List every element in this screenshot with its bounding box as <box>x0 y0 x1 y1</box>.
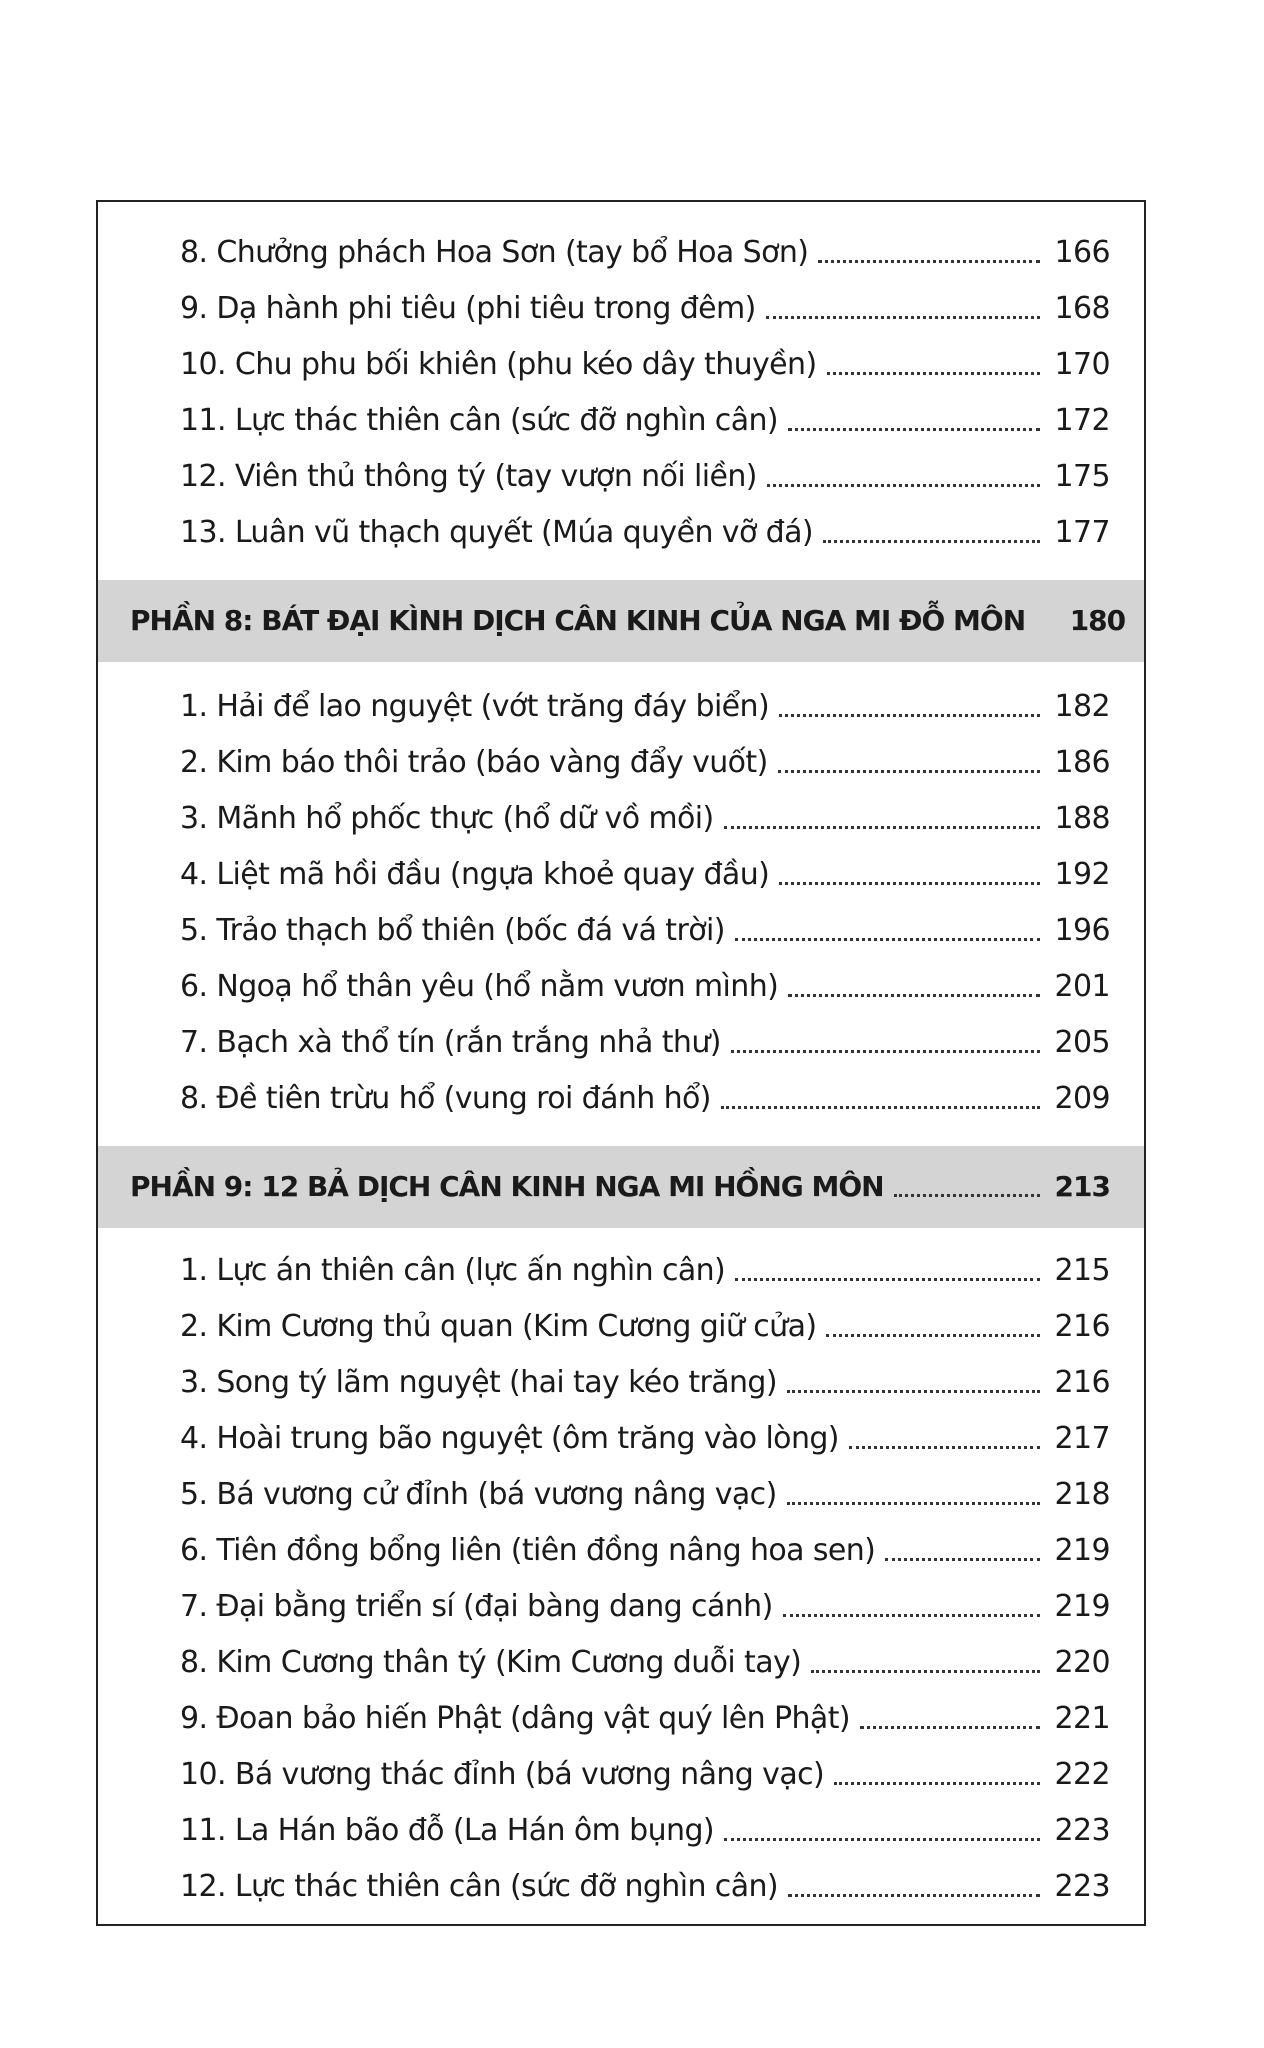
section-title-row <box>130 1162 1110 1212</box>
toc-entry[interactable] <box>180 1018 1110 1068</box>
toc-entry-page: 215 <box>1054 1253 1110 1288</box>
dot-leader <box>721 1106 1040 1109</box>
toc-entry-label: 8. Đề tiên trừu hổ (vung roi đánh hổ) <box>180 1081 711 1116</box>
toc-entry-page: 220 <box>1054 1645 1110 1680</box>
toc-entry-label: 8. Chưởng phách Hoa Sơn (tay bổ Hoa Sơn) <box>180 235 809 270</box>
toc-entry-page: 196 <box>1054 913 1110 948</box>
dot-leader <box>834 1782 1040 1785</box>
dot-leader <box>778 770 1040 773</box>
toc-entry[interactable] <box>180 284 1110 334</box>
toc-entry-page: 205 <box>1054 1025 1110 1060</box>
toc-entry[interactable] <box>180 906 1110 956</box>
toc-entry[interactable] <box>180 1358 1110 1408</box>
toc-entry-label: 7. Bạch xà thổ tín (rắn trắng nhả thư) <box>180 1025 721 1060</box>
toc-entry[interactable] <box>180 1862 1110 1912</box>
dot-leader <box>849 1446 1040 1449</box>
toc-entry-label: 5. Trảo thạch bổ thiên (bốc đá vá trời) <box>180 913 725 948</box>
toc-entry-page: 170 <box>1054 347 1110 382</box>
toc-entry-page: 219 <box>1054 1589 1110 1624</box>
toc-entry-label: 10. Bá vương thác đỉnh (bá vương nâng vạc) <box>180 1757 825 1792</box>
toc-entry-page: 219 <box>1054 1533 1110 1568</box>
dot-leader <box>788 1894 1040 1897</box>
toc-entry[interactable] <box>180 1414 1110 1464</box>
dot-leader <box>885 1558 1040 1561</box>
toc-entry[interactable] <box>180 850 1110 900</box>
toc-entry-page: 175 <box>1054 459 1110 494</box>
section-title: PHẦN 9: 12 BẢ DỊCH CÂN KINH NGA MI HỒNG MÔN <box>130 1170 884 1203</box>
toc-entry-label: 7. Đại bằng triển sí (đại bàng dang cánh) <box>180 1589 773 1624</box>
toc-entry[interactable] <box>180 962 1110 1012</box>
toc-entry-page: 216 <box>1054 1365 1110 1400</box>
dot-leader <box>766 316 1040 319</box>
dot-leader <box>1035 628 1055 631</box>
toc-entry-label: 1. Hải để lao nguyệt (vớt trăng đáy biển) <box>180 689 770 724</box>
toc-entry-page: 223 <box>1054 1813 1110 1848</box>
dot-leader <box>779 882 1040 885</box>
section-title: PHẦN 8: BÁT ĐẠI KÌNH DỊCH CÂN KINH CỦA NGA MI ĐỖ MÔN <box>130 604 1026 637</box>
table-of-contents <box>96 200 1146 1926</box>
toc-entry[interactable] <box>180 1694 1110 1744</box>
toc-entry[interactable] <box>180 1302 1110 1352</box>
toc-entry[interactable] <box>180 1638 1110 1688</box>
toc-entry-label: 2. Kim báo thôi trảo (báo vàng đẩy vuốt) <box>180 745 768 780</box>
toc-entry-page: 218 <box>1054 1477 1110 1512</box>
dot-leader <box>827 372 1040 375</box>
toc-entry-label: 4. Liệt mã hồi đầu (ngựa khoẻ quay đầu) <box>180 857 770 892</box>
toc-entry-label: 10. Chu phu bối khiên (phu kéo dây thuyền) <box>180 347 817 382</box>
toc-entry[interactable] <box>180 508 1110 558</box>
toc-entry[interactable] <box>180 1470 1110 1520</box>
toc-entry-label: 8. Kim Cương thân tý (Kim Cương duỗi tay) <box>180 1645 802 1680</box>
toc-entry-page: 166 <box>1054 235 1110 270</box>
toc-entry-page: 201 <box>1054 969 1110 1004</box>
dot-leader <box>724 1838 1040 1841</box>
toc-entry-label: 2. Kim Cương thủ quan (Kim Cương giữ cửa) <box>180 1309 817 1344</box>
toc-entry-label: 13. Luân vũ thạch quyết (Múa quyền vỡ đá) <box>180 515 813 550</box>
toc-entry-label: 9. Dạ hành phi tiêu (phi tiêu trong đêm) <box>180 291 756 326</box>
toc-entry[interactable] <box>180 1582 1110 1632</box>
toc-entry[interactable] <box>180 1074 1110 1124</box>
section-page: 213 <box>1054 1170 1110 1203</box>
toc-entry-page: 209 <box>1054 1081 1110 1116</box>
toc-entry[interactable] <box>180 794 1110 844</box>
toc-entry-page: 223 <box>1054 1869 1110 1904</box>
toc-entry-page: 192 <box>1054 857 1110 892</box>
dot-leader <box>826 1334 1040 1337</box>
dot-leader <box>787 1390 1040 1393</box>
toc-entry-page: 217 <box>1054 1421 1110 1456</box>
toc-entry[interactable] <box>180 1246 1110 1296</box>
toc-entry-label: 12. Lực thác thiên cân (sức đỡ nghìn cân) <box>180 1869 779 1904</box>
toc-entry[interactable] <box>180 738 1110 788</box>
toc-entry[interactable] <box>180 228 1110 278</box>
toc-entry-page: 168 <box>1054 291 1110 326</box>
section-header-part-8[interactable] <box>98 580 1144 662</box>
toc-entry[interactable] <box>180 340 1110 390</box>
toc-entry-page: 172 <box>1054 403 1110 438</box>
toc-entry-label: 6. Ngoạ hổ thân yêu (hổ nằm vươn mình) <box>180 969 779 1004</box>
dot-leader <box>767 484 1040 487</box>
dot-leader <box>860 1726 1040 1729</box>
dot-leader <box>735 938 1040 941</box>
dot-leader <box>724 826 1040 829</box>
toc-entry-label: 6. Tiên đồng bổng liên (tiên đồng nâng hoa sen) <box>180 1533 876 1568</box>
toc-entry-page: 186 <box>1054 745 1110 780</box>
dot-leader <box>811 1670 1040 1673</box>
toc-entry[interactable] <box>180 1750 1110 1800</box>
toc-entry-page: 221 <box>1054 1701 1110 1736</box>
toc-entry-label: 3. Song tý lãm nguyệt (hai tay kéo trăng) <box>180 1365 777 1400</box>
toc-entry-page: 182 <box>1054 689 1110 724</box>
toc-entry-page: 188 <box>1054 801 1110 836</box>
toc-entry[interactable] <box>180 1806 1110 1856</box>
toc-entry-label: 11. La Hán bão đỗ (La Hán ôm bụng) <box>180 1813 714 1848</box>
dot-leader <box>731 1050 1040 1053</box>
toc-entry[interactable] <box>180 1526 1110 1576</box>
toc-entry-label: 5. Bá vương cử đỉnh (bá vương nâng vạc) <box>180 1477 777 1512</box>
dot-leader <box>894 1194 1040 1197</box>
toc-entry-label: 11. Lực thác thiên cân (sức đỡ nghìn cân) <box>180 403 779 438</box>
toc-entry-label: 4. Hoài trung bão nguyệt (ôm trăng vào lòng) <box>180 1421 839 1456</box>
dot-leader <box>788 994 1040 997</box>
section-page: 180 <box>1069 604 1126 637</box>
toc-entry-page: 216 <box>1054 1309 1110 1344</box>
toc-entry[interactable] <box>180 452 1110 502</box>
toc-entry-label: 3. Mãnh hổ phốc thực (hổ dữ vồ mồi) <box>180 801 714 836</box>
toc-entry-page: 222 <box>1054 1757 1110 1792</box>
toc-entry-label: 9. Đoan bảo hiến Phật (dâng vật quý lên Phật) <box>180 1701 850 1736</box>
toc-entry[interactable] <box>180 682 1110 732</box>
toc-entry[interactable] <box>180 396 1110 446</box>
toc-entry-label: 12. Viên thủ thông tý (tay vượn nối liền) <box>180 459 757 494</box>
dot-leader <box>787 1502 1040 1505</box>
dot-leader <box>735 1278 1040 1281</box>
dot-leader <box>783 1614 1040 1617</box>
toc-entry-page: 177 <box>1054 515 1110 550</box>
dot-leader <box>818 260 1040 263</box>
section-title-row <box>130 596 1126 646</box>
dot-leader <box>823 540 1040 543</box>
dot-leader <box>788 428 1040 431</box>
toc-entry-label: 1. Lực án thiên cân (lực ấn nghìn cân) <box>180 1253 726 1288</box>
section-header-part-9[interactable] <box>98 1146 1144 1228</box>
dot-leader <box>779 714 1040 717</box>
